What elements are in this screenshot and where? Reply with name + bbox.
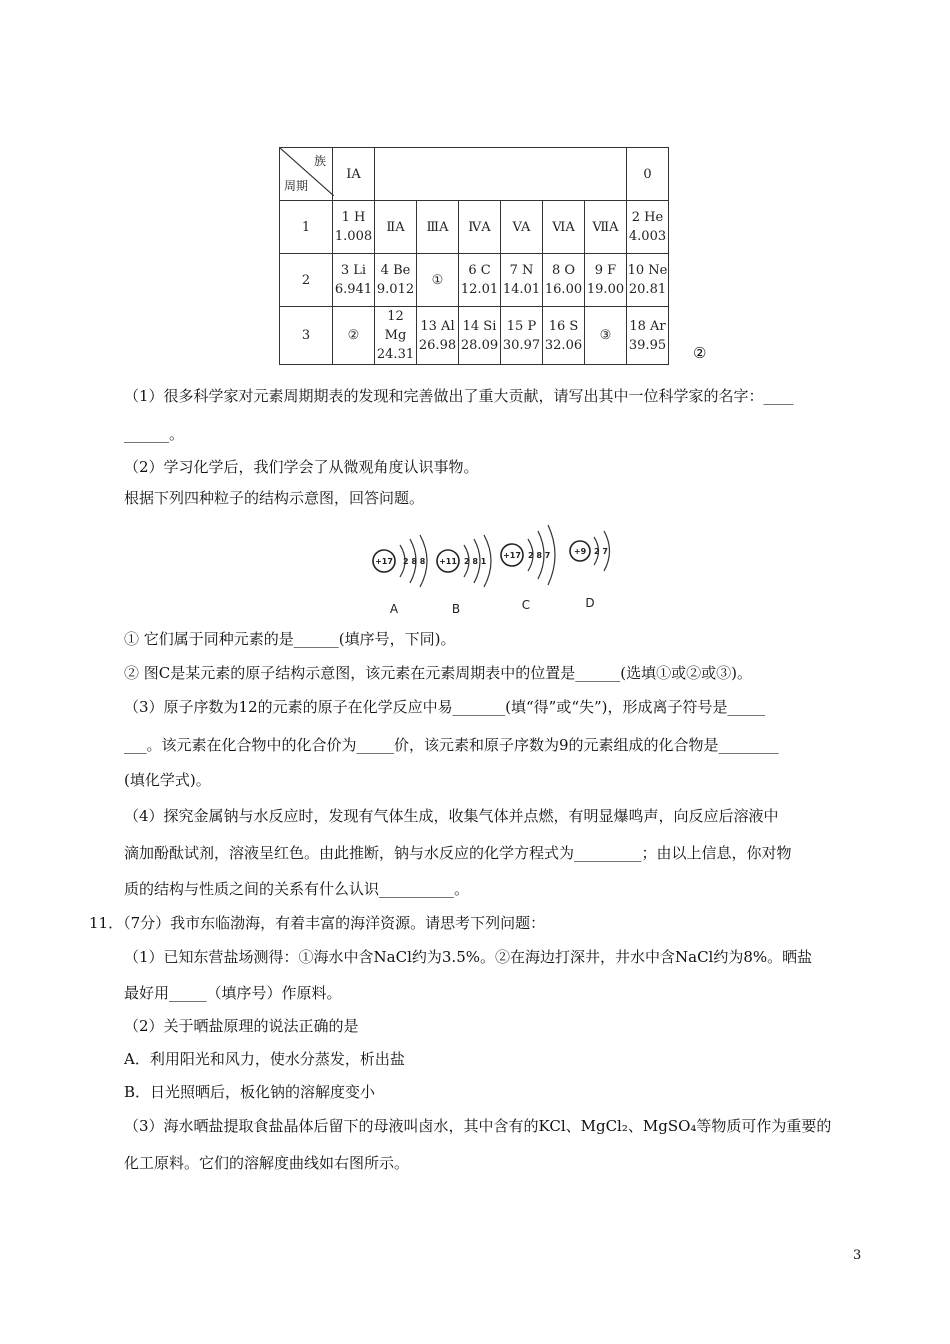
atom-a xyxy=(373,535,427,616)
element-cell: 15 P 30.97 xyxy=(501,307,543,365)
svg-text:2 8 8: 2 8 8 xyxy=(403,557,426,566)
table-corner-header xyxy=(280,148,333,201)
element-cell: 1 H 1.008 xyxy=(333,201,375,254)
question-11: 11．（7分）我市东临渤海，有着丰富的海洋资源。请思考下列问题： xyxy=(89,914,546,932)
table-row-period-2 xyxy=(280,254,669,307)
question-11-3: （3）海水晒盐提取食盐晶体后留下的母液叫卤水，其中含有的KCl、MgCl₂、MgSO₄等物质可作为重要的 xyxy=(124,1117,832,1135)
periodic-table xyxy=(279,147,669,365)
element-cell: ③ xyxy=(585,307,627,365)
element-cell: 13 Al 26.98 xyxy=(417,307,459,365)
question-10-1-cont: ______。 xyxy=(124,425,185,443)
svg-text:2 7: 2 7 xyxy=(594,547,608,556)
atom-b xyxy=(437,535,491,616)
element-cell: ① xyxy=(417,254,459,307)
element-cell: ⅦA xyxy=(585,201,627,254)
element-cell: 18 Ar 39.95 xyxy=(627,307,669,365)
header-group-ia: IA xyxy=(333,148,375,201)
svg-text:2 8 1: 2 8 1 xyxy=(464,557,487,566)
question-10-3-cont: ___。该元素在化合物中的化合价为_____价，该元素和原子序数为9的元素组成的化合物是________ xyxy=(124,736,779,754)
element-cell: 10 Ne 20.81 xyxy=(627,254,669,307)
question-10-4-end: 质的结构与性质之间的关系有什么认识__________。 xyxy=(124,880,470,898)
element-cell: ⅡA xyxy=(375,201,417,254)
element-cell: 6 C 12.01 xyxy=(459,254,501,307)
element-cell: 3 Li 6.941 xyxy=(333,254,375,307)
option-a: A．利用阳光和风力，使水分蒸发，析出盐 xyxy=(124,1050,405,1068)
element-cell: 8 O 16.00 xyxy=(543,254,585,307)
question-10-2-a: ① 它们属于同种元素的是______(填序号，下同)。 xyxy=(124,630,456,648)
question-11-3-cont: 化工原料。它们的溶解度曲线如右图所示。 xyxy=(124,1154,410,1172)
element-cell: 16 S 32.06 xyxy=(543,307,585,365)
question-11-2: （2）关于晒盐原理的说法正确的是 xyxy=(124,1017,359,1035)
element-cell: 14 Si 28.09 xyxy=(459,307,501,365)
question-10-3-end: (填化学式)。 xyxy=(124,771,211,789)
question-11-1: （1）已知东营盐场测得：①海水中含NaCl约为3.5%。②在海边打深井，井水中含NaCl约为8%。晒盐 xyxy=(124,948,813,966)
svg-text:+17: +17 xyxy=(503,551,521,560)
element-cell: ⅢA xyxy=(417,201,459,254)
atom-d xyxy=(570,531,610,610)
period-cell: 2 xyxy=(280,254,333,307)
group-label: 族 xyxy=(313,154,326,168)
question-10-1: （1）很多科学家对元素周期期表的发现和完善做出了重大贡献，请写出其中一位科学家的名字：____ xyxy=(124,387,794,405)
svg-text:A: A xyxy=(389,602,399,616)
table-row-period-1 xyxy=(280,201,669,254)
svg-text:B: B xyxy=(451,602,461,616)
page-number: 3 xyxy=(853,1248,862,1263)
header-group-0: 0 xyxy=(627,148,669,201)
option-b: B．日光照晒后，板化钠的溶解度变小 xyxy=(124,1083,376,1101)
element-cell: 2 He 4.003 xyxy=(627,201,669,254)
question-11-1-cont: 最好用_____（填序号）作原料。 xyxy=(124,984,342,1002)
svg-text:+11: +11 xyxy=(439,557,457,566)
header-blank xyxy=(375,148,627,201)
atom-c xyxy=(501,525,555,612)
element-cell: 4 Be 9.012 xyxy=(375,254,417,307)
table-row-period-3 xyxy=(280,307,669,365)
question-10-2-b: ② 图C是某元素的原子结构示意图，该元素在元素周期表中的位置是______(选填①或②或③)。 xyxy=(124,664,752,682)
atom-structure-diagram xyxy=(362,517,624,617)
svg-text:D: D xyxy=(585,596,595,610)
question-10-2: （2）学习化学后，我们学会了从微观角度认识事物。 xyxy=(124,458,479,476)
svg-text:+17: +17 xyxy=(375,557,393,566)
svg-text:+9: +9 xyxy=(573,547,587,556)
element-cell: ⅣA xyxy=(459,201,501,254)
period-label: 周期 xyxy=(284,179,309,193)
question-10-3: （3）原子序数为12的元素的原子在化学反应中易_______(填“得”或“失”)，形成离子符号是_____ xyxy=(124,698,766,716)
table-trailing-mark: ② xyxy=(693,344,707,362)
svg-text:2 8 7: 2 8 7 xyxy=(528,551,551,560)
element-cell: ⅥA xyxy=(543,201,585,254)
period-cell: 3 xyxy=(280,307,333,365)
question-10-2-intro: 根据下列四种粒子的结构示意图，回答问题。 xyxy=(124,489,425,507)
svg-text:C: C xyxy=(521,598,531,612)
element-cell: ② xyxy=(333,307,375,365)
question-10-4: （4）探究金属钠与水反应时，发现有气体生成，收集气体并点燃，有明显爆鸣声，向反应后溶液中 xyxy=(124,807,779,825)
question-10-4-cont: 滴加酚酞试剂，溶液呈红色。由此推断，钠与水反应的化学方程式为_________；由以上信息，你对物 xyxy=(124,844,792,862)
element-cell: VA xyxy=(501,201,543,254)
element-cell: 9 F 19.00 xyxy=(585,254,627,307)
element-cell: 12 Mg 24.31 xyxy=(375,307,417,365)
period-cell: 1 xyxy=(280,201,333,254)
element-cell: 7 N 14.01 xyxy=(501,254,543,307)
